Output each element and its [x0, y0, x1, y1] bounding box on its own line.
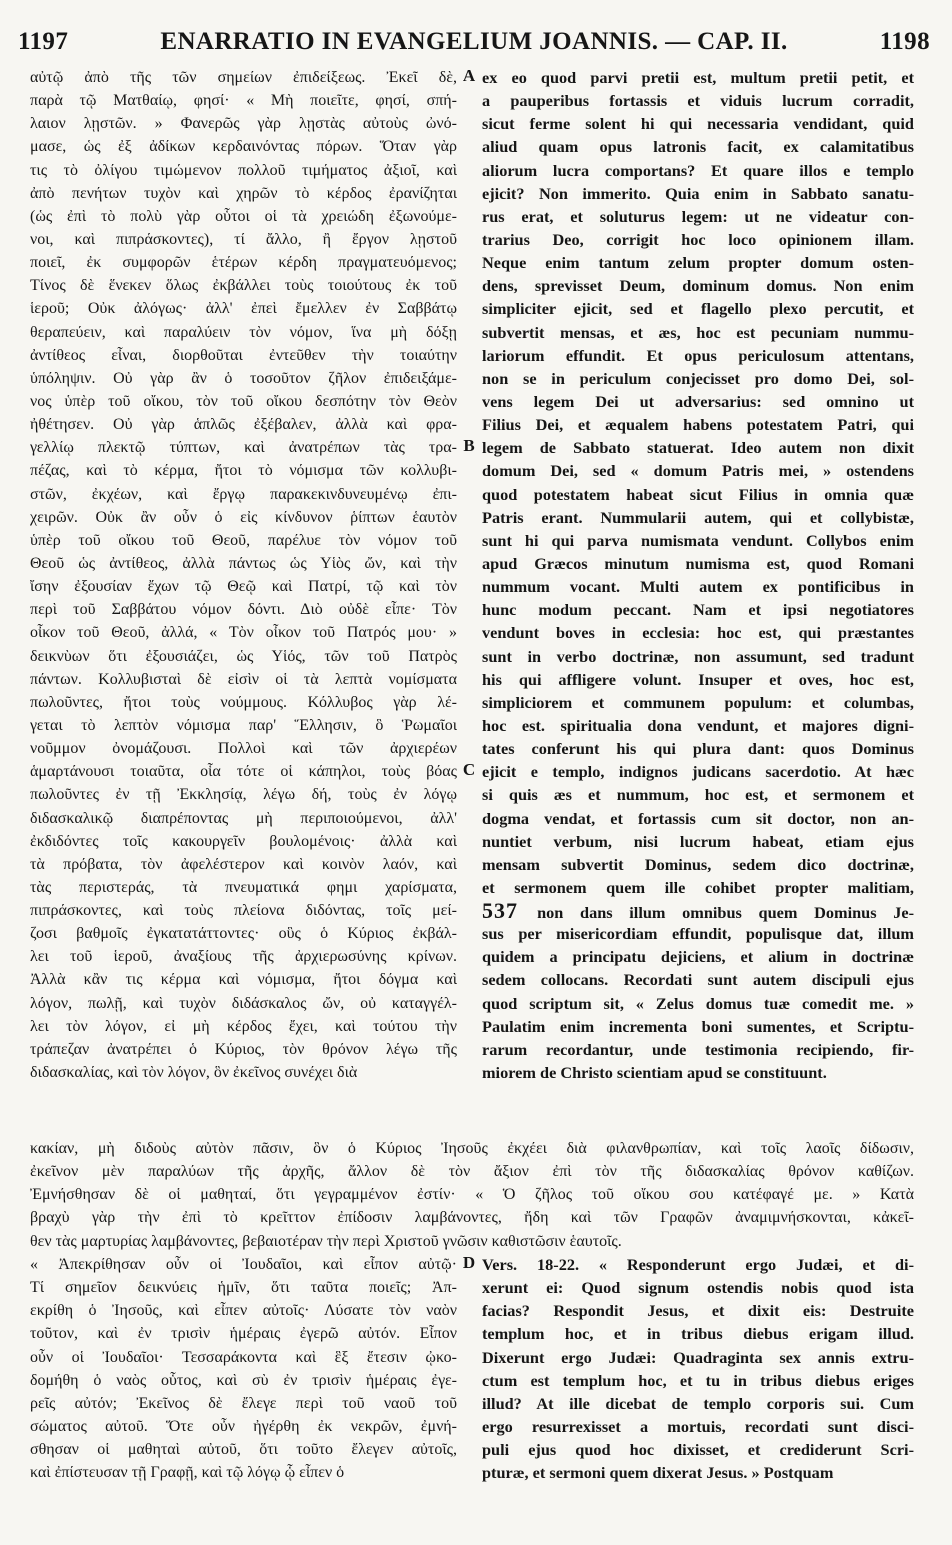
text-line: δεικνὺων ὅτι ἐξουσιάζει, ὡς Υἱός, τῶν τοῦ Πατρὸς — [30, 647, 457, 665]
text-line: 537 non dans illum omnibus quem Dominus Je- — [482, 899, 914, 923]
text-line: hunc modum peccant. Nam et ipsi negotiatores — [482, 600, 914, 620]
text-line: (ὡς ἐπὶ τὸ πολὺ γὰρ οὗτοι οἱ τὰ χρειώδη ἐξωνούμε- — [30, 207, 457, 225]
text-line: Ἀλλὰ κἂν τις κέρμα καὶ νόμισμα, ἤτοι δόγμα καὶ — [30, 971, 457, 989]
text-line: quod scriptum sit, « Zelus domus tuæ comedit me. » — [482, 993, 914, 1013]
text-line: ζοσι βαθμοῖς ἐγκατατάττοντες· οὓς ὁ Κύριος ἐκβάλ- — [30, 925, 457, 943]
text-line: sus per misericordiam effundit, populisque dat, illum — [482, 924, 914, 944]
text-line: Patris erant. Nummularii autem, qui et collybistæ, — [482, 507, 914, 527]
text-line: λει τοῦ ἱεροῦ, ἀναξίους τῆς ἀρχιερωσύνης κρίνων. — [30, 948, 457, 966]
text-line: non se in periculum conjecisset pro domo Dei, sol- — [482, 368, 914, 388]
text-line: ρεῖς αὐτόν; Ἐκεῖνος δὲ ἔλεγε περὶ τοῦ ναοῦ τοῦ — [30, 1394, 457, 1412]
text-line: σώματος αὐτοῦ. Ὅτε οὖν ἠγέρθη ἐκ νεκρῶν, ἐμνή- — [30, 1417, 457, 1435]
text-line: Τίνος δὲ ἕνεκεν ὅλως ἐκβάλλει τοὺς τοιούτους ἐκ τοῦ — [30, 277, 457, 295]
text-line: trarius Deo, corrigit hoc loco opinionem illam. — [482, 229, 914, 249]
text-line: Filius Dei, et æqualem habens potestatem Patri, qui — [482, 415, 914, 435]
text-line: sedem collocans. Recordati sunt autem discipuli ejus — [482, 970, 914, 990]
text-line: templum hoc, et in tribus diebus erigam illud. — [482, 1324, 914, 1344]
text-line: vens legem Dei ut adversarius: sed omnino ut — [482, 391, 914, 411]
text-line: πωλοῦντες ἐν τῇ Ἐκκλησίᾳ, λέγω δή, τοὺς ἐν λόγῳ — [30, 786, 457, 804]
text-line: πάντων. Κολλυβισταὶ δὲ εἰσὶν οἱ τὰ λεπτὰ νομίσματα — [30, 670, 457, 688]
text-line: στῶν, ἐκχέων, καὶ ἔργῳ παρακεκινδυνευμένῳ ἐπι- — [30, 485, 457, 503]
text-line: sicut ferme solent hi qui necessaria vendidant, quid — [482, 114, 914, 134]
text-line: ex eo quod parvi pretii est, multum pretii petit, et — [482, 68, 914, 87]
text-line: si quis æs et nummum, hoc est, et sermonem et — [482, 785, 914, 805]
page-number-right: 1198 — [879, 28, 930, 55]
text-line: περὶ τοῦ Σαββάτου νόμον δόντι. Διὸ οὐδὲ εἶπε· Τὸν — [30, 601, 457, 619]
page-number-left: 1197 — [18, 28, 69, 55]
text-line: καὶ ἐπίστευσαν τῇ Γραφῇ, καὶ τῷ λόγῳ ᾧ εἶπεν ὁ — [30, 1464, 345, 1482]
text-line: simpliciter ejicit, sed et flagello plexo percutit, et — [482, 299, 914, 319]
text-line: τις τὸ ὀλίγου τιμώμενον πολλοῦ τιμήματος ἀξιοῖ, καὶ — [30, 161, 457, 179]
running-title: ENARRATIO IN EVANGELIUM JOANNIS. — CAP. II. — [160, 28, 788, 55]
text-line: facias? Respondit Jesus, et dixit eis: Destruite — [482, 1301, 914, 1321]
text-line: ὑπὲρ τοῦ οἴκου τοῦ Θεοῦ, παρέλυε τὸν νόμον τοῦ — [30, 531, 457, 549]
text-line: Paulatim enim incrementa boni sumentes, et Scriptu- — [482, 1016, 914, 1036]
page-header — [18, 28, 930, 62]
text-line: hoc est. spiritualia dona vendunt, et majores digni- — [482, 715, 914, 735]
text-line: lariorum effundit. Et opus periculosum attentans, — [482, 345, 914, 365]
text-line: ejicit? Non immerito. Quia enim in Sabbato sanatu- — [482, 183, 914, 203]
text-line: δομήθη ὁ ναὸς οὗτος, καὶ σὺ ἐν τρισὶν ἡμέραις ἐγε- — [30, 1371, 457, 1389]
latin-column — [482, 66, 914, 1084]
text-line: sunt in verbo doctrinæ, non assumunt, sed tradunt — [482, 646, 914, 666]
text-line: νος ὑπὲρ τοῦ οἴκου, τὸν τοῦ οἴκου δεσπότην τὸν Θεὸν — [30, 392, 457, 410]
text-line: et sermonem quem ille cohibet propter malitiam, — [482, 877, 914, 897]
greek-column-2 — [30, 1253, 457, 1484]
text-line: λόγον, πωλῇ, καὶ τυχὸν διδάσκαλος ὤν, οὐ καταγγέλ- — [30, 994, 457, 1012]
text-line: « Ἀπεκρίθησαν οὖν οἱ Ἰουδαῖοι, καὶ εἶπον αὐτῷ· — [30, 1256, 457, 1273]
text-line: βραχὺ γὰρ τὴν ἐπὶ τὸ κρεῖττον ἐπίδοσιν λαμβάνοντες, ἤδη καὶ τῶν Γραφῶν ἀναμιμνήσκονται, κἀκεῖ- — [30, 1209, 914, 1227]
text-line: vendunt boves in ecclesia: hoc est, qui præstantes — [482, 623, 914, 643]
text-line: tates conferunt his qui plura dant: quos Dominus — [482, 739, 914, 759]
text-line: ἐκδιδόντες τοῖς κακουργεῖν βουλομένοις· ἀλλὰ καὶ — [30, 832, 457, 850]
text-line: mensam subvertit Dominus, sedem dico doctrinæ, — [482, 854, 914, 874]
text-line: Dixerunt ergo Judæi: Quadraginta sex annis extru- — [482, 1347, 914, 1367]
text-line: κακίαν, μὴ διδοὺς αὐτὸν πᾶσιν, ὃν ὁ Κύριος Ἰησοῦς ἐκχέει διὰ φιλανθρωπίαν, καὶ τοῖς λαοῖς δίδωσιν, — [30, 1140, 914, 1157]
text-line: θεν τὰς μαρτυρίας λαμβάνοντες, βεβαιοτέραν τὴν περὶ Χριστοῦ γνῶσιν καθιστῶσιν ἑαυτοῖς. — [30, 1232, 622, 1250]
text-line: Θεοῦ ὡς ἀντίθεος, ἀλλὰ πάντως ὡς Υἱὸς ὤν, καὶ τὴν — [30, 554, 457, 572]
text-line: οὖν οἱ Ἰουδαῖοι· Τεσσαράκοντα καὶ ἓξ ἔτεσιν ᾠκο- — [30, 1348, 457, 1366]
text-line: πωλοῦντες, ἤτοι τοὺς νούμμους. Κόλλυβος γὰρ λέ- — [30, 693, 457, 711]
text-line: miorem de Christo scientiam apud se constituunt. — [482, 1063, 827, 1083]
text-line: ἱεροῦ; Οὐκ ἀλόγως· ἀλλ' ἐπεὶ ἔμελλεν ἐν Σαββάτῳ — [30, 300, 457, 318]
text-line: γεται τὸ λεπτὸν νόμισμα παρ' Ἕλλησιν, ὃ Ῥωμαῖοι — [30, 716, 457, 734]
text-line: πιπράσκοντες, καὶ τοὺς πλείονα διδόντας, τοῖς μεί- — [30, 902, 457, 920]
text-line: Τί σημεῖον δεικνύεις ἡμῖν, ὅτι ταῦτα ποιεῖς; Ἀπ- — [30, 1279, 457, 1297]
text-line: ποιεῖ, ἐκ συμφορῶν ἑτέρων κέρδη πραγματευόμενος; — [30, 254, 457, 272]
text-line: τράπεζαν ἀνατρέπει ὁ Κύριος, τὸν θρόνον λέγω τῆς — [30, 1040, 457, 1058]
text-line: λει τὸν λόγον, εἰ μὴ κέρδος ἔχει, καὶ τούτου τὴν — [30, 1017, 457, 1035]
text-line: quod potestatem habeat sicut Filius in omnia quæ — [482, 484, 914, 504]
text-line: πέζας, καὶ τὸ κέρμα, ἤτοι τὸ νόμισμα τῶν κολλυβι- — [30, 462, 457, 480]
text-line: ἀντίθεος εἶναι, διορθοῦται ἐντεῦθεν τὴν τοιαύτην — [30, 346, 457, 364]
text-line: ἴσην ἐξουσίαν ἔχων τῷ Θεῷ καὶ Πατρί, τῷ καὶ τὸν — [30, 578, 457, 596]
text-line: χειρῶν. Οὐκ ἂν οὖν ὁ εἰς κίνδυνον ῥίπτων ἑαυτὸν — [30, 508, 457, 526]
text-line: legem de Sabbato statuerat. Ideo autem non dixit — [482, 438, 914, 458]
text-line: his qui affligere volunt. Insuper et oves, hoc est, — [482, 669, 914, 689]
text-line: illud? At ille dicebat de templo corporis sui. Cum — [482, 1393, 914, 1413]
text-line: αὐτῷ ἀπὸ τῆς τῶν σημείων ἐπιδείξεως. Ἐκεῖ δὲ, — [30, 69, 457, 86]
text-line: rus erat, et soluturus legem: ut ne videatur con- — [482, 206, 914, 226]
text-line: ὑπόληψιν. Οὐ γὰρ ἂν ὁ τοσοῦτον ζῆλον ἐπιδειξάμε- — [30, 369, 457, 387]
text-line: διδασκαλικῷ διαπρέποντας μὴ περιποιούμενοι, ἀλλ' — [30, 809, 457, 827]
text-line: τὰ πρόβατα, τὸν ἀφελέστερον καὶ κοινὸν λαόν, καὶ — [30, 855, 457, 873]
text-line: ejicit e templo, indignos judicans sacerdotio. At hæc — [482, 762, 914, 782]
text-line: ἠθέτησεν. Οὐ γὰρ ἁπλῶς ἐξέβαλεν, ἀλλὰ καὶ φρα- — [30, 416, 457, 434]
column-number: 537 — [482, 899, 538, 923]
text-line: ctum est templum hoc, et tu in tribus diebus eriges — [482, 1370, 914, 1390]
text-line: apud Græcos minutum numisma est, quod Romani — [482, 553, 914, 573]
text-line: simpliciorem et communem populum: et columbas, — [482, 692, 914, 712]
text-line: aliud quam opus latronis facit, ex calamitatibus — [482, 137, 914, 157]
text-line: Neque enim tantum zelum propter domum osten- — [482, 253, 914, 273]
text-line: subvertit mensas, et æs, hoc est pecuniam nummu- — [482, 322, 914, 342]
margin-mark-b: B — [463, 436, 475, 455]
text-line: εκρίθη ὁ Ἰησοῦς, καὶ εἶπεν αὐτοῖς· Λύσατε τὸν ναὸν — [30, 1302, 457, 1320]
latin-column-2 — [482, 1253, 914, 1484]
margin-mark-c: C — [462, 760, 476, 779]
text-line: dogma vendat, et fortassis cum sit doctor, non an- — [482, 808, 914, 828]
text-line: nummum vocant. Multi autem ex pontificibus in — [482, 577, 914, 597]
text-line: a pauperibus fortassis et viduis lucrum corradit, — [482, 91, 914, 111]
full-width-passage — [30, 1137, 914, 1253]
text-line: Ἐμνήσθησαν δὲ οἱ μαθηταί, ὅτι γεγραμμένον ἐστίν· « Ὁ ζῆλος τοῦ οἴκου σου κατέφαγέ με. » Κατὰ — [30, 1186, 914, 1204]
text-line: domum Dei, sed « domum Patris mei, » ostendens — [482, 461, 914, 481]
text-line: nuntiet verbum, nisi lucrum habeat, etiam ejus — [482, 831, 914, 851]
text-line: διδασκαλίας, καὶ τὸν λόγον, ὃν ἐκεῖνος συνέχει διὰ — [30, 1064, 358, 1082]
text-line: νοῦμμον ὀνομάζουσι. Πολλοὶ καὶ τῶν ἀρχιερέων — [30, 740, 457, 758]
text-line: rarum recordantur, unde testimonia recipiendo, fir- — [482, 1039, 914, 1059]
text-line: τοῦτον, καὶ ἐν τρισὶν ἡμέραις ἐγερῶ αὐτόν. Εἶπον — [30, 1325, 457, 1343]
text-line: λαιον λῃστῶν. » Φανερῶς γὰρ λῃστὰς αὐτοὺς ὠνό- — [30, 115, 457, 133]
text-line: ἐκεῖνον μὲν παραλύων τῆς ἀρχῆς, ἄλλον δὲ τὸν ἄξιον ἐπὶ τὸν τῆς διδασκαλίας θρόνον καθίζων. — [30, 1163, 914, 1181]
text-line: σθησαν οἱ μαθηταὶ αὐτοῦ, ὅτι τοῦτο ἔλεγεν αὐτοῖς, — [30, 1441, 457, 1459]
text-line: μασε, ὡς ἐξ ἀδίκων κερδαινόντας πόρων. Ὅταν γὰρ — [30, 138, 457, 156]
text-line: τὰς περιστεράς, τὰ πνευματικά φημι χαρίσματα, — [30, 878, 457, 896]
text-line: ἀπὸ πενήτων τυχὸν καὶ χηρῶν τὸ κέρδος ἐρανίζηται — [30, 184, 457, 202]
margin-mark-d: D — [462, 1253, 476, 1272]
text-line: ergo resurrexisset a mortuis, recordati sunt disci- — [482, 1416, 914, 1436]
text-line: puli ejus quod hoc dixisset, et crediderunt Scri- — [482, 1440, 914, 1460]
text-line: παρὰ τῷ Ματθαίῳ, φησί· « Μὴ ποιεῖτε, φησί, σπή- — [30, 92, 457, 110]
text-line: xerunt ei: Quod signum ostendis nobis quod ista — [482, 1278, 914, 1298]
text-line: quidem a principatu dejiciens, et alium in doctrinæ — [482, 947, 914, 967]
text-line: θεραπεύειν, καὶ παραλύειν τὸν νόμον, ἵνα μὴ δόξῃ — [30, 323, 457, 341]
text-line: ἁμαρτάνουσι τοιαῦτα, οἷα τότε οἱ κάπηλοι, τοὺς βόας — [30, 763, 457, 781]
text-line: γελλίῳ πλεκτῷ τύπτων, καὶ ἀνατρέπων τὰς τρα- — [30, 439, 457, 457]
margin-mark-a: A — [462, 66, 476, 85]
text-line: νοι, καὶ πιπράσκοντες), τί ἄλλο, ἢ ἔργον λῃστοῦ — [30, 230, 457, 248]
text-line: οἶκον τοῦ Θεοῦ, ἀλλά, « Τὸν οἶκον τοῦ Πατρός μου· » — [30, 624, 457, 642]
text-line: dens, sprevisset Deum, dominum domus. Non enim — [482, 276, 914, 296]
greek-column — [30, 66, 457, 1084]
text-line: aliorum lucra comportans? Et quare illos e templo — [482, 160, 914, 180]
text-line: pturæ, et sermoni quem dixerat Jesus. » Postquam — [482, 1463, 834, 1483]
text-line: sunt hi qui parva numismata vendunt. Collybos enim — [482, 530, 914, 550]
text-line: Vers. 18-22. « Responderunt ergo Judæi, et di- — [482, 1255, 914, 1274]
